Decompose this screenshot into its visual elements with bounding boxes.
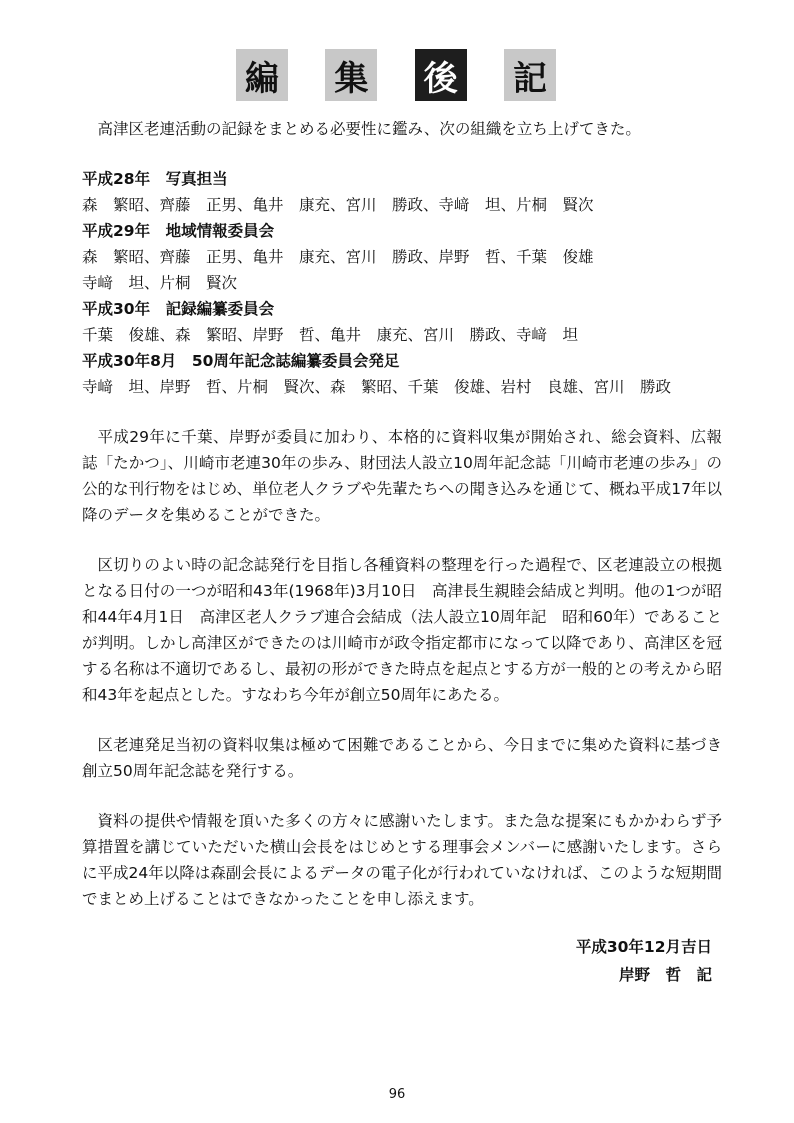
intro-paragraph: 高津区老連活動の記録をまとめる必要性に鑑み、次の組織を立ち上げてきた。 [97,120,641,138]
title-char: 集 [325,49,377,101]
committee-members: 千葉 俊雄、森 繁昭、岸野 哲、亀井 康充、宮川 勝政、寺﨑 坦 [82,326,579,344]
signoff-author: 岸野 哲 記 [618,966,712,984]
committee-heading: 平成30年8月 50周年記念誌編纂委員会発足 [82,352,400,370]
committee-members: 森 繁昭、齊藤 正男、亀井 康充、宮川 勝政、岸野 哲、千葉 俊雄 [82,248,594,266]
committee-heading: 平成28年 写真担当 [82,170,228,188]
committee-members: 寺﨑 坦、岸野 哲、片桐 賢次、森 繁昭、千葉 俊雄、岩村 良雄、宮川 勝政 [82,378,672,396]
body-paragraph: 区切りのよい時の記念誌発行を目指し各種資料の整理を行った過程で、区老連設立の根拠となる日付の一つが昭和43年(1968年)3月10日 高津長生親睦会結成と判明。他の1つが昭和44年4月1日 高津区老人クラブ連合会結成（法人設立10周年記 昭和60年）であることが判明。しかし高津区ができたのは川崎市が政令指定都市になって以降であり、高津区を冠する名称は不適切であるし、最初の形ができた時点を起点とする方が一般的との考えから昭和43年を起点とした。すなわち今年が創立50周年にあたる。 [82,556,722,704]
page-title [236,49,556,101]
page-number: 96 [388,1087,406,1102]
committee-list [82,166,722,400]
title-char: 後 [415,49,467,101]
body-paragraph: 区老連発足当初の資料収集は極めて困難であることから、今日までに集めた資料に基づき創立50周年記念誌を発行する。 [82,736,722,780]
signoff-date: 平成30年12月吉日 [575,938,712,956]
title-char: 記 [504,49,556,101]
committee-members: 森 繁昭、齊藤 正男、亀井 康充、宮川 勝政、寺﨑 坦、片桐 賢次 [82,196,594,214]
body-paragraph: 資料の提供や情報を頂いた多くの方々に感謝いたします。また急な提案にもかかわらず予算措置を講じていただいた横山会長をはじめとする理事会メンバーに感謝いたします。さらに平成24年以降は森副会長によるデータの電子化が行われていなければ、このような短期間でまとめ上げることはできなかったことを申し添えます。 [82,812,722,908]
committee-members: 寺﨑 坦、片桐 賢次 [82,274,238,292]
title-char: 編 [236,49,288,101]
main-content [82,116,722,990]
body-paragraphs [82,424,722,912]
committee-heading: 平成29年 地域情報委員会 [82,222,275,240]
signoff [82,934,722,990]
committee-heading: 平成30年 記録編纂委員会 [82,300,275,318]
body-paragraph: 平成29年に千葉、岸野が委員に加わり、本格的に資料収集が開始され、総会資料、広報誌「たかつ」、川崎市老連30年の歩み、財団法人設立10周年記念誌「川崎市老連の歩み」の公的な刊行物をはじめ、単位老人クラブや先輩たちへの聞き込みを通じて、概ね平成17年以降のデータを集めることができた。 [82,428,722,524]
